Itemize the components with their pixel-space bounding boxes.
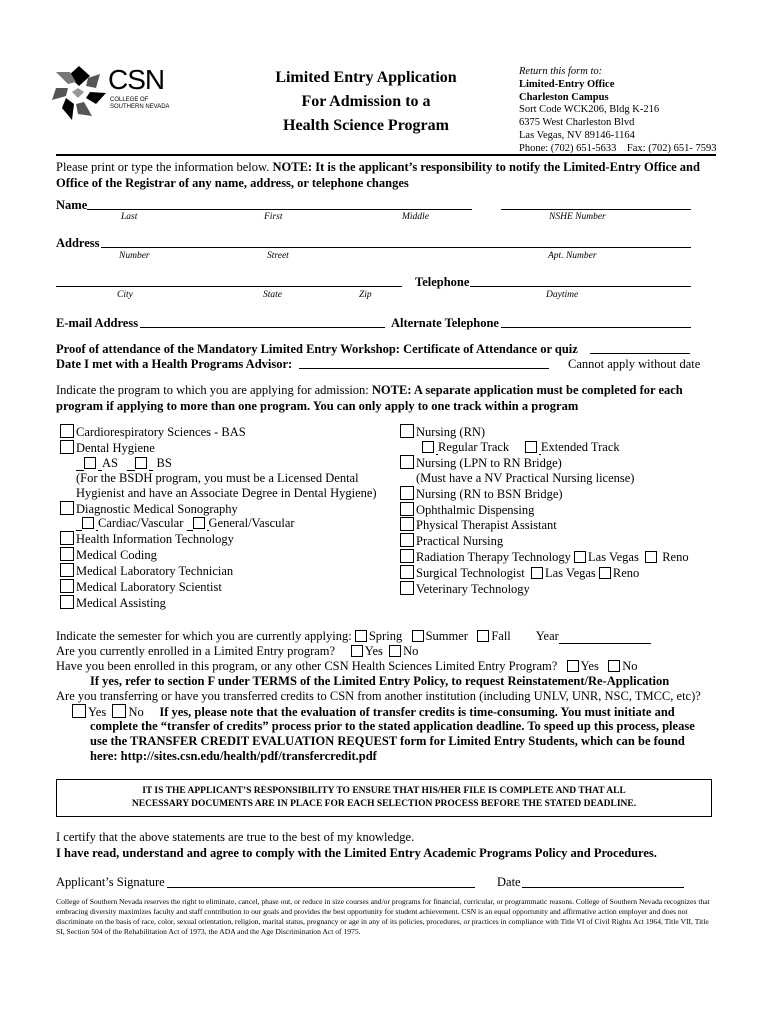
program-pta[interactable]: Physical Therapist Assistant (400, 517, 689, 533)
name-label: Name (56, 198, 88, 212)
program-practical[interactable]: Practical Nursing (400, 533, 689, 549)
csn-pinwheel-icon (48, 62, 110, 124)
checkbox-enrolled-yes[interactable] (351, 645, 363, 657)
program-nursing[interactable]: Nursing (RN) (400, 424, 689, 440)
lpn-note: (Must have a NV Practical Nursing license) (416, 470, 635, 485)
checkbox-cardiac[interactable] (82, 517, 94, 529)
sub-state: State (263, 290, 282, 300)
checkbox[interactable] (60, 440, 74, 454)
checkbox[interactable] (60, 501, 74, 515)
alt-phone-label: Alternate Telephone (391, 316, 499, 330)
checkbox[interactable] (400, 581, 414, 595)
title-line1: Limited Entry Application (275, 69, 457, 86)
checkbox[interactable] (400, 533, 414, 547)
cannot-apply-note: Cannot apply without date (568, 357, 701, 371)
advisor-date-input[interactable] (299, 368, 549, 369)
program-dental[interactable]: Dental Hygiene (60, 440, 377, 456)
logo-brand: CSN (108, 64, 165, 95)
programs-right (400, 424, 689, 597)
transfer-note4: here: http://sites.csn.edu/health/pdf/transfercredit.pdf (90, 749, 377, 763)
program-vet[interactable]: Veterinary Technology (400, 581, 689, 597)
name-input[interactable] (87, 209, 472, 210)
semester-row: Indicate the semester for which you are currently applying: Spring Summer Fall Year (56, 629, 651, 644)
program-assisting[interactable]: Medical Assisting (60, 595, 377, 611)
dental-tracks: AS BS (60, 456, 377, 471)
intro-note: Please print or type the information below. NOTE: It is the applicant’s responsibility to notify the Limited-Entry Office and Office of the Registrar of any name, address, or telephone changes (56, 160, 700, 190)
checkbox-surg-lv[interactable] (531, 567, 543, 579)
checkbox-spring[interactable] (355, 630, 367, 642)
sub-daytime: Daytime (546, 290, 579, 300)
return-sort-code: Sort Code WCK206, Bldg K-216 (519, 104, 660, 116)
csn-logo (48, 62, 178, 132)
checkbox-surg-reno[interactable] (599, 567, 611, 579)
checkbox-bs[interactable] (135, 457, 147, 469)
checkbox[interactable] (60, 424, 74, 438)
enrolled-row: Are you currently enrolled in a Limited Entry program? Yes No (56, 644, 419, 658)
sub-first: First (264, 212, 283, 222)
program-mls[interactable]: Medical Laboratory Scientist (60, 579, 377, 595)
checkbox-prior-yes[interactable] (567, 660, 579, 672)
checkbox[interactable] (400, 565, 414, 579)
city-state-zip-input[interactable] (56, 286, 402, 287)
signature-input[interactable] (167, 887, 475, 888)
sono-tracks: Cardiac/Vascular General/Vascular (60, 516, 377, 531)
email-input[interactable] (140, 327, 385, 328)
return-phone: Phone: (702) 651-5633 (519, 142, 617, 154)
signature-label: Applicant’s Signature (56, 875, 165, 889)
advisor-label: Date I met with a Health Programs Advisor: (56, 357, 293, 371)
sub-city: City (117, 290, 133, 300)
checkbox[interactable] (60, 547, 74, 561)
checkbox-summer[interactable] (412, 630, 424, 642)
transfer-question: Are you transferring or have you transferred credits to CSN from another institution (including UNLV, UNR, NSC, TMCC, etc)? (56, 689, 701, 703)
checkbox-as[interactable] (84, 457, 96, 469)
responsibility-notice: IT IS THE APPLICANT’S RESPONSIBILITY TO ENSURE THAT HIS/HER FILE IS COMPLETE AND THAT ALL NECESSARY DOCUMENTS ARE IN PLACE FOR EACH SELECTION PROCESS BEFORE THE STATED DEADLINE. (56, 779, 712, 817)
programs-left (60, 424, 377, 611)
return-fax: Fax: (702) 651- 7593 (626, 142, 717, 154)
telephone-input[interactable] (470, 286, 691, 287)
transfer-note2: complete the “transfer of credits” process prior to the stated application deadline. To speed up this process, please (90, 719, 695, 733)
nursing-tracks: Regular Track Extended Track (400, 440, 689, 455)
reinstatement-note: If yes, refer to section F under TERMS of the Limited Entry Policy, to request Reinstatement/Re-Application (90, 674, 670, 688)
return-address (519, 66, 716, 156)
program-ophthalmic[interactable]: Ophthalmic Dispensing (400, 502, 689, 518)
program-radiation[interactable]: Radiation Therapy Technology Las Vegas Reno (400, 549, 689, 565)
return-street: 6375 West Charleston Blvd (519, 117, 635, 129)
year-input[interactable] (559, 643, 651, 644)
program-mlt[interactable]: Medical Laboratory Technician (60, 563, 377, 579)
address-input[interactable] (101, 247, 691, 248)
checkbox-transfer-no[interactable] (112, 704, 126, 718)
checkbox-enrolled-no[interactable] (389, 645, 401, 657)
checkbox[interactable] (400, 517, 414, 531)
email-label: E-mail Address (56, 316, 139, 330)
program-intro-line2: program if applying to more than one program. You can only apply to one track within a program (56, 399, 579, 413)
program-lpn[interactable]: Nursing (LPN to RN Bridge) (400, 455, 689, 471)
transfer-answer-row: Yes No If yes, please note that the evaluation of transfer credits is time-consuming. You must initiate and (72, 704, 675, 720)
transfer-note3: use the TRANSFER CREDIT EVALUATION REQUEST form for Limited Entry Students, which can be found (90, 734, 685, 748)
checkbox[interactable] (60, 531, 74, 545)
date-label: Date (497, 875, 521, 889)
return-intro: Return this form to: (519, 66, 603, 77)
telephone-label: Telephone (415, 275, 470, 289)
bsdh-note1: (For the BSDH program, you must be a Licensed Dental (76, 470, 359, 485)
logo-line2: SOUTHERN NEVADA (110, 104, 170, 110)
program-surgical[interactable]: Surgical Technologist Las Vegas Reno (400, 565, 689, 581)
program-bsn[interactable]: Nursing (RN to BSN Bridge) (400, 486, 689, 502)
proof-label: Proof of attendance of the Mandatory Limited Entry Workshop: Certificate of Attendance or quiz (56, 342, 578, 356)
return-campus: Charleston Campus (519, 91, 609, 103)
checkbox-rad-reno[interactable] (645, 551, 657, 563)
checkbox-fall[interactable] (477, 630, 489, 642)
checkbox[interactable] (400, 549, 414, 563)
sub-nshe: NSHE Number (549, 212, 606, 222)
checkbox[interactable] (400, 502, 414, 516)
return-office: Limited-Entry Office (519, 78, 615, 90)
sub-middle: Middle (402, 212, 429, 222)
program-sonography[interactable]: Diagnostic Medical Sonography (60, 501, 377, 517)
checkbox[interactable] (400, 455, 414, 469)
sub-last: Last (121, 212, 138, 222)
title-line2: For Admission to a (301, 93, 431, 110)
checkbox[interactable] (60, 579, 74, 593)
alt-phone-input[interactable] (501, 327, 691, 328)
sub-zip: Zip (359, 290, 372, 300)
checkbox[interactable] (400, 424, 414, 438)
program-coding[interactable]: Medical Coding (60, 547, 377, 563)
checkbox-rad-lv[interactable] (574, 551, 586, 563)
certify-line2: I have read, understand and agree to comply with the Limited Entry Academic Programs Policy and Procedures. (56, 846, 657, 860)
program-intro-line1: Indicate the program to which you are applying for admission: NOTE: A separate application must be completed for each (56, 383, 683, 397)
checkbox[interactable] (60, 563, 74, 577)
prior-enrolled-row: Have you been enrolled in this program, or any other CSN Health Sciences Limited Entry Program? Yes No (56, 659, 638, 673)
checkbox-prior-no[interactable] (608, 660, 620, 672)
sub-apt: Apt. Number (548, 251, 597, 261)
nshe-number-input[interactable] (501, 209, 691, 210)
sub-street: Street (267, 251, 289, 261)
program-hit[interactable]: Health Information Technology (60, 531, 377, 547)
address-label: Address (56, 236, 100, 250)
signature-date-input[interactable] (522, 887, 684, 888)
program-cardio[interactable]: Cardiorespiratory Sciences - BAS (60, 424, 377, 440)
legal-footer: College of Southern Nevada reserves the right to eliminate, cancel, phase out, or reduce in size courses and/or programs for financial, curricular, or programmatic reasons. College of Southern Nevada recognizes that embracing diversity maximizes faculty and staff contribution to our goals and provides the best opportunity for student achievement. CSN is an equal opportunity and affirmative action employer and does not discriminate on the basis of race, color, sexual orientation, religion, marital status, pregnancy or age in any of its policies, procedures, or practices in compliance with Title VI of Civil Rights Act 1964, Title VII, Title SI, Section 504 of the Rehabilitation Act of 1973, the ADA and the Age Discrimination Act of 1975. (56, 897, 710, 936)
checkbox-transfer-yes[interactable] (72, 704, 86, 718)
checkbox[interactable] (400, 486, 414, 500)
sub-number: Number (119, 251, 150, 261)
return-city: Las Vegas, NV 89146-1164 (519, 129, 635, 141)
checkbox-extended[interactable] (525, 441, 537, 453)
logo-line1: COLLEGE OF (110, 97, 149, 103)
proof-input[interactable] (590, 353, 690, 354)
checkbox-regular[interactable] (422, 441, 434, 453)
certify-line1: I certify that the above statements are true to the best of my knowledge. (56, 830, 415, 844)
title-line3: Health Science Program (283, 117, 449, 134)
checkbox-general[interactable] (193, 517, 205, 529)
header-divider (56, 154, 716, 156)
bsdh-note2: Hygienist and have an Associate Degree in Dental Hygiene) (76, 485, 377, 500)
checkbox[interactable] (60, 595, 74, 609)
